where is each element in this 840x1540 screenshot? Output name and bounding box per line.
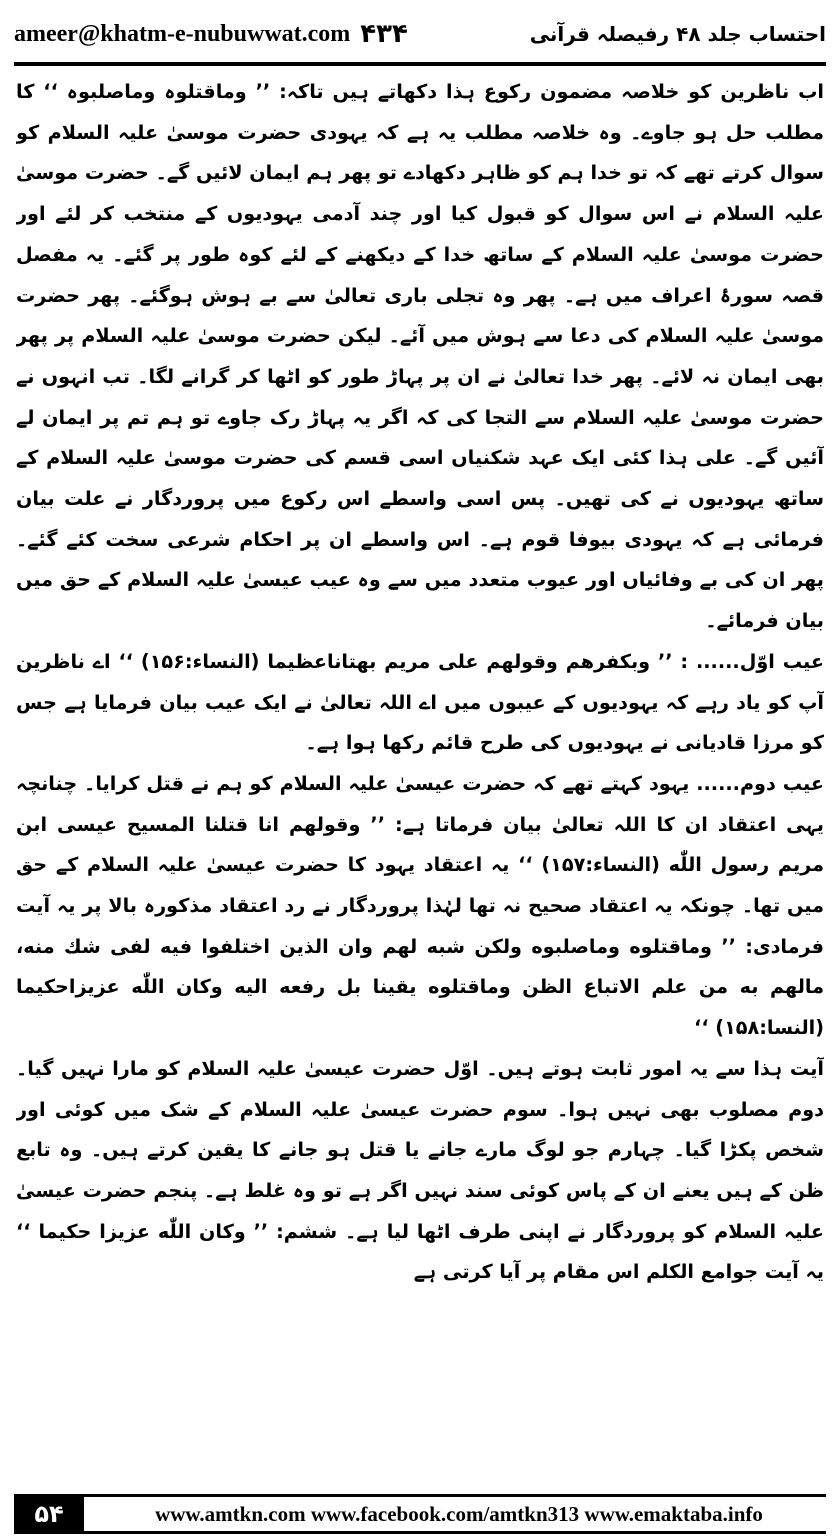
paragraph-conclusions: آیت ہذا سے یہ امور ثابت ہوتے ہیں۔ اوّل حضرت عیسیٰ علیہ السلام کو مارا نہیں گیا۔ دوم مصلوب بھی نہیں ہوا۔ سوم حضرت عیسیٰ علیہ السلام کے شک میں کوئی اور شخص پکڑا گیا۔ چہارم جو لوگ مارے جانے یا قتل ہو جانے کا یقین کرتے ہیں۔ وہ تابع ظن کے ہیں یعنے ان کے پاس کوئی سند نہیں اگر ہے تو وہ غلط ہے۔ پنجم حضرت عیسیٰ علیہ السلام کو پروردگار نے اپنی طرف اٹھا لیا ہے۔ ششم: ’’ وکان اللّٰه عزیزا حکیما ‘‘ یہ آیت جوامع الکلم اس مقام پر آیا کرتی ہے bbox=[16, 1056, 824, 1284]
page-footer bbox=[14, 1494, 826, 1534]
header-email: ameer@khatm-e-nubuwwat.com bbox=[14, 20, 351, 47]
header-left bbox=[14, 19, 408, 49]
page-body bbox=[16, 72, 824, 1490]
paragraph-first-fault: عیب اوّل...... : ’’ وبکفرهم وقولهم علی مریم بهتاناعظیما (النساء:۱۵۶) ‘‘ اے ناظرین آپ کو یاد رہے کہ یہودیوں کے عیبوں میں اے اللہ تعالیٰ نے ایک عیب بیان فرمایا ہے جس کو مرزا قادیانی نے یہودیوں کی طرح قائم رکھا ہوا ہے۔ bbox=[16, 649, 824, 755]
paragraph-summary: اب ناظرین کو خلاصہ مضمون رکوع ہذا دکھاتے ہیں تاکہ: ’’ وماقتلوہ وماصلبوہ ‘‘ کا مطلب حل ہو جاوے۔ وہ خلاصہ مطلب یہ ہے کہ یہودی حضرت موسیٰ علیہ السلام کو سوال کرتے تھے کہ تو خدا ہم کو ظاہر دکھادے تو پھر ہم ایمان لائیں گے۔ حضرت موسیٰ علیہ السلام نے اس سوال کو قبول کیا اور چند آدمی یہودیوں کے منتخب کر لئے اور حضرت موسیٰ علیہ السلام کے ساتھ خدا کے دیکھنے کے لئے کوہ طور پر گئے۔ یہ مفصل قصہ سورۂ اعراف میں ہے۔ پھر وہ تجلی باری تعالیٰ سے بے ہوش ہوگئے۔ پھر حضرت موسیٰ علیہ السلام کی دعا سے ہوش میں آئے۔ لیکن حضرت موسیٰ علیہ السلام پر پھر بھی ایمان نہ لائے۔ پھر خدا تعالیٰ نے ان پر پہاڑ طور کو اٹھا کر گرانے لگا۔ تب انہوں نے حضرت موسیٰ علیہ السلام سے التجا کی کہ اگر یہ پہاڑ رک جاوے تو ہم تم پر ایمان لے آئیں گے۔ علی ہذا کئی ایک عہد شکنیاں اسی قسم کی حضرت موسیٰ علیہ السلام کے ساتھ یہودیوں نے کی تھیں۔ پس اسی واسطے اس رکوع میں پروردگار نے علت بیان فرمائی ہے کہ یہودی بیوفا قوم ہے۔ اس واسطے ان پر احکام شرعی سخت کئے گئے۔ پھر ان کی بے وفائیاں اور عیوب متعدد میں سے وہ عیب عیسیٰ علیہ السلام کے حق میں بیان فرمائے۔ bbox=[16, 80, 824, 633]
header-rule bbox=[14, 62, 826, 66]
paragraph-second-fault: عیب دوم...... یہود کہتے تھے کہ حضرت عیسیٰ علیہ السلام کو ہم نے قتل کرایا۔ چنانچہ یہی اعتقاد ان کا اللہ تعالیٰ بیان فرماتا ہے: ’’ وقولهم انا قتلنا المسیح عیسی ابن مریم رسول اللّٰه (النساء:۱۵۷) ‘‘ یہ اعتقاد یہود کا حضرت عیسیٰ علیہ السلام کے حق میں تھا۔ چونکہ یہ اعتقاد صحیح نہ تھا لہٰذا پروردگار نے رد اعتقاد مذکورہ بالا پر یہ آیت فرمادی: ’’ وماقتلوه وماصلبوه ولکن شبه لهم وان الذین اختلفوا فیه لفی شك منه، مالهم به من علم الاتباع الظن وماقتلوه یقینا بل رفعه الیه وکان اللّٰه عزیزاحکیما (النسا:۱۵۸) ‘‘ bbox=[16, 771, 824, 1040]
footer-page-number: ۵۴ bbox=[14, 1494, 84, 1534]
page-header bbox=[14, 8, 826, 60]
footer-urls[interactable]: www.amtkn.com www.facebook.com/amtkn313 www.emaktaba.info bbox=[84, 1494, 826, 1534]
header-page-number: ۴۳۴ bbox=[360, 19, 408, 49]
book-title: احتساب جلد ۴۸ رفیصلہ قرآنی bbox=[529, 22, 826, 46]
